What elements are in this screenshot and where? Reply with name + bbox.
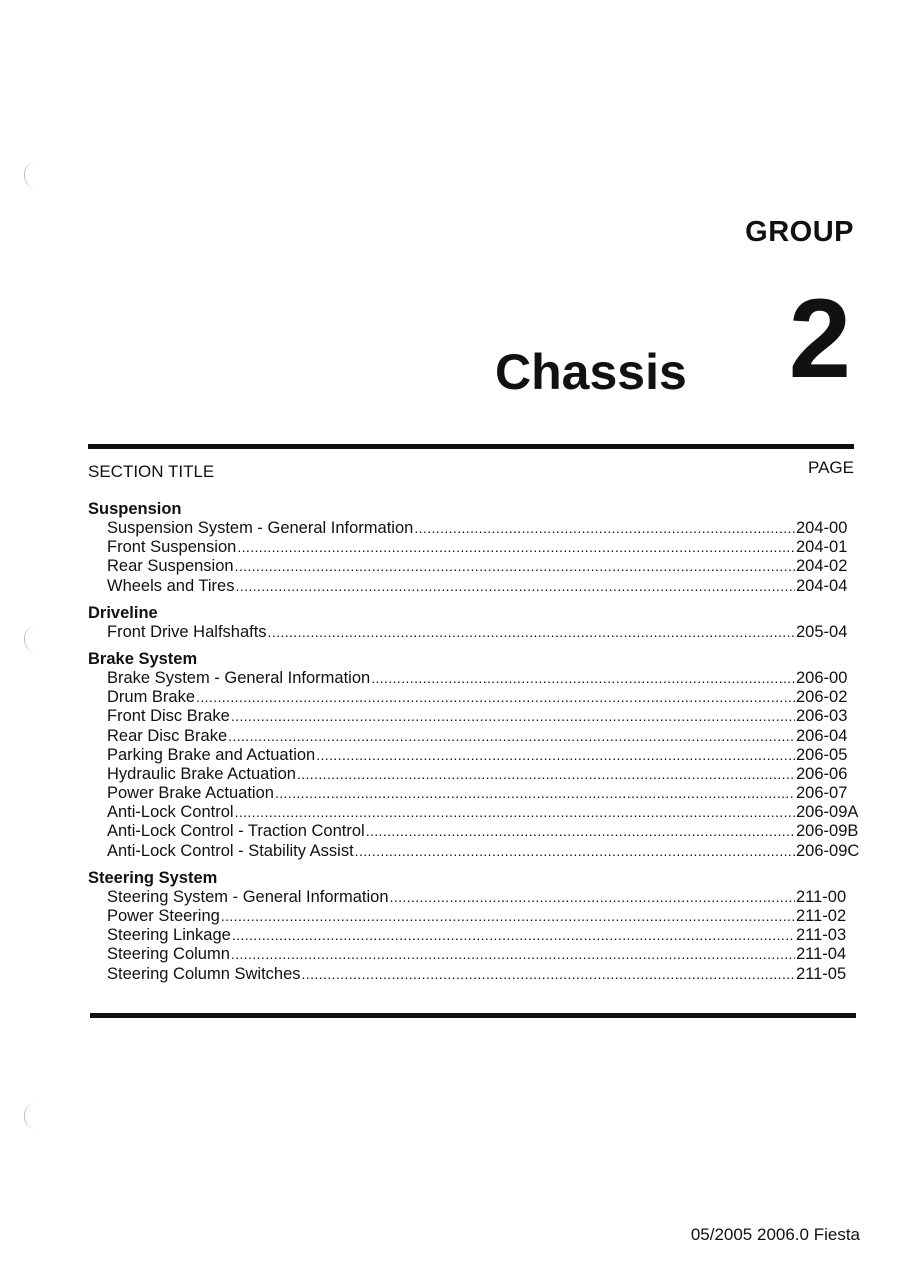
toc-group — [88, 603, 854, 642]
toc-entry-page: 206-04 — [796, 726, 848, 745]
toc-entry-label: Rear Disc Brake — [107, 726, 228, 745]
toc-entry — [88, 669, 854, 688]
toc-entry-page: 211-04 — [796, 945, 847, 964]
dot-leader — [414, 519, 795, 538]
toc-entry — [88, 803, 859, 822]
dot-leader — [221, 907, 795, 926]
margin-mark — [24, 1103, 39, 1129]
toc-group-title: Driveline — [88, 603, 158, 622]
toc-entry-label: Power Steering — [107, 907, 220, 925]
toc-entry-page: 204-02 — [796, 557, 848, 576]
toc-group-title: Brake System — [88, 649, 198, 668]
toc-group-title: Suspension — [88, 500, 182, 518]
toc-entry-label: Brake System - General Information — [107, 668, 371, 687]
dot-leader — [231, 945, 795, 964]
dot-leader — [237, 538, 795, 557]
toc-entry-page: 206-09B — [796, 822, 859, 841]
toc-entry — [88, 746, 854, 765]
group-number: 2 — [788, 276, 851, 401]
toc-entry — [88, 623, 854, 642]
toc-entry — [88, 765, 854, 784]
toc-entry-label: Front Drive Halfshafts — [107, 622, 267, 641]
top-divider — [88, 444, 854, 449]
dot-leader — [297, 765, 795, 784]
toc-group — [88, 868, 854, 984]
toc-entry-page: 206-02 — [796, 688, 848, 707]
toc-entry-label: Wheels and Tires — [107, 576, 235, 595]
table-of-contents — [88, 499, 860, 991]
dot-leader — [302, 965, 795, 984]
toc-entry-label: Anti-Lock Control - Stability Assist — [107, 841, 354, 860]
section-title-header: SECTION TITLE — [88, 462, 215, 481]
dot-leader — [366, 822, 795, 841]
toc-entry-page: 206-03 — [796, 707, 848, 726]
toc-entry-label: Rear Suspension — [107, 557, 234, 576]
page-title: Chassis — [495, 344, 687, 400]
toc-entry — [88, 577, 854, 596]
toc-entry-label: Suspension System - General Information — [107, 519, 414, 537]
toc-entry — [88, 926, 854, 945]
toc-entry-label: Steering Column Switches — [107, 964, 301, 983]
toc-entry-page: 206-09C — [796, 841, 860, 860]
toc-entry-page: 204-00 — [796, 519, 848, 537]
toc-entry-page: 204-04 — [796, 576, 848, 595]
toc-entry — [88, 519, 854, 538]
toc-entry-label: Anti-Lock Control — [107, 803, 234, 822]
toc-entry-label: Front Disc Brake — [107, 707, 230, 726]
toc-entry-label: Anti-Lock Control - Traction Control — [107, 822, 365, 841]
toc-entry — [88, 822, 859, 841]
toc-entry-page: 211-03 — [796, 926, 847, 945]
bottom-divider — [90, 1013, 856, 1018]
toc-entry-page: 206-05 — [796, 745, 848, 764]
toc-entry-label: Steering Column — [107, 945, 230, 964]
toc-entry-label: Drum Brake — [107, 688, 196, 707]
toc-entry — [88, 907, 854, 926]
dot-leader — [275, 784, 795, 803]
toc-entry-page: 211-02 — [796, 907, 847, 925]
dot-leader — [355, 842, 795, 861]
toc-entry-label: Parking Brake and Actuation — [107, 745, 316, 764]
toc-entry — [88, 965, 854, 984]
toc-entry — [88, 945, 854, 964]
toc-entry — [88, 707, 854, 726]
dot-leader — [235, 803, 795, 822]
toc-entry-page: 204-01 — [796, 538, 848, 557]
toc-entry-page: 206-06 — [796, 764, 848, 783]
toc-entry — [88, 538, 854, 557]
page-header: PAGE — [808, 458, 854, 477]
dot-leader — [232, 926, 795, 945]
group-label: GROUP — [745, 216, 854, 248]
toc-entry — [88, 784, 854, 803]
toc-entry-label: Front Suspension — [107, 538, 237, 557]
toc-entry-page: 206-00 — [796, 668, 848, 687]
margin-mark — [24, 626, 39, 652]
toc-group — [88, 499, 854, 596]
toc-entry-page: 205-04 — [796, 622, 848, 641]
toc-entry-label: Power Brake Actuation — [107, 784, 274, 803]
toc-entry-page: 206-07 — [796, 784, 848, 803]
toc-entry-page: 211-00 — [796, 887, 847, 906]
toc-entry — [88, 888, 854, 907]
toc-entry-label: Hydraulic Brake Actuation — [107, 764, 296, 783]
dot-leader — [231, 707, 795, 726]
toc-group-title: Steering System — [88, 868, 218, 887]
column-header — [88, 458, 854, 482]
toc-entry-label: Steering System - General Information — [107, 887, 389, 906]
dot-leader — [316, 746, 795, 765]
dot-leader — [371, 669, 795, 688]
dot-leader — [235, 577, 795, 596]
toc-entry-label: Steering Linkage — [107, 926, 231, 945]
dot-leader — [268, 623, 795, 642]
dot-leader — [196, 688, 795, 707]
toc-entry — [88, 688, 854, 707]
toc-entry-page: 211-05 — [796, 964, 847, 983]
margin-mark — [24, 162, 39, 188]
dot-leader — [228, 727, 795, 746]
toc-entry — [88, 841, 860, 861]
toc-entry — [88, 557, 854, 576]
dot-leader — [390, 888, 795, 907]
footer-text: 05/2005 2006.0 Fiesta — [690, 1225, 860, 1244]
dot-leader — [235, 557, 795, 576]
toc-entry — [88, 727, 854, 746]
toc-group — [88, 649, 860, 861]
toc-entry-page: 206-09A — [796, 803, 859, 822]
